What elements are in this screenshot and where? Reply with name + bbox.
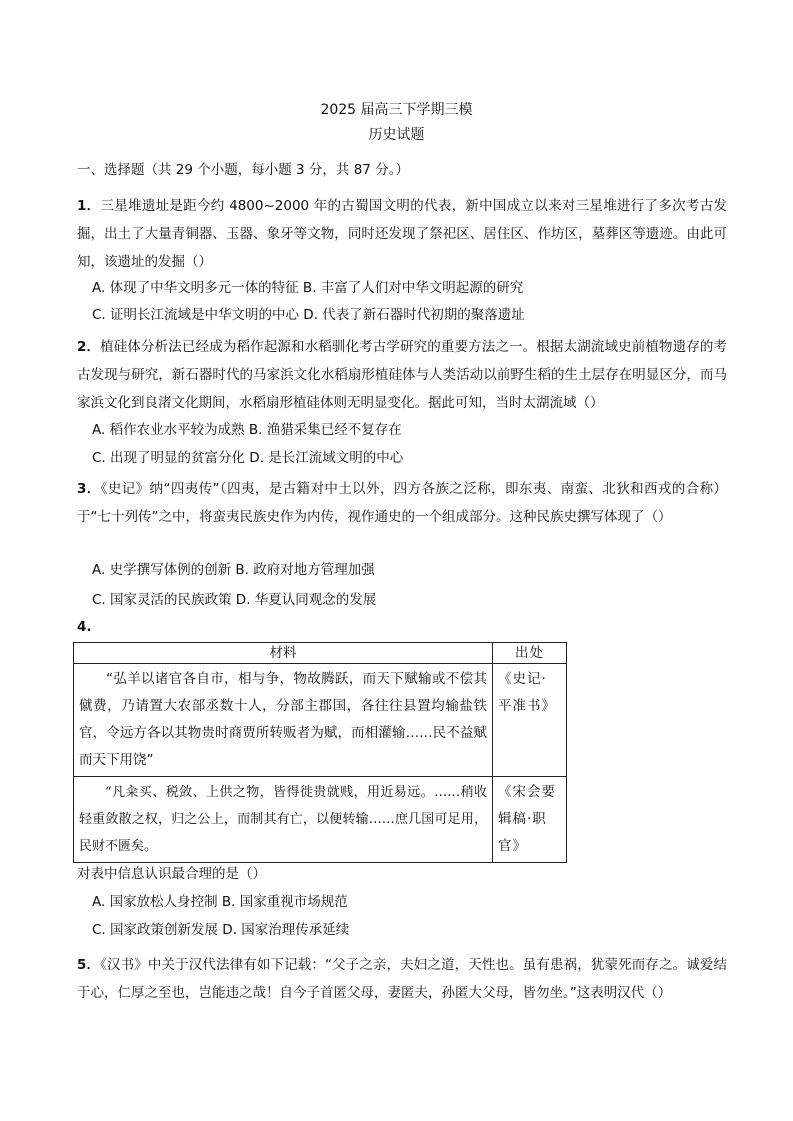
question-1-options-ab: A. 体现了中华文明多元一体的特征 B. 丰富了人们对中华文明起源的研究: [92, 280, 524, 296]
question-4-stem: 对表中信息认识最合理的是（）: [77, 866, 266, 882]
question-number: 3．: [77, 481, 101, 497]
question-3: [77, 475, 727, 531]
question-4-options-cd: C. 国家政策创新发展 D. 国家治理传承延续: [92, 922, 350, 938]
question-5: [77, 951, 727, 1007]
question-1: [77, 192, 727, 276]
question-2-options-cd: C. 出现了明显的贫富分化 D. 是长江流域文明的中心: [92, 450, 404, 466]
table-header-row: [74, 643, 567, 664]
exam-subtitle: 历史试题: [368, 127, 425, 143]
table-header-material: 材料: [74, 643, 493, 664]
question-3-options-cd: C. 国家灵活的民族政策 D. 华夏认同观念的发展: [92, 592, 377, 608]
table-cell-material: “弘羊以诸官各自市，相与争，物故腾跃，而天下赋输或不偿其僦费，乃请置大农部丞数十人，分部主郡国，各往往县置均输盐铁官，令远方各以其物贵时商贾所转贩者为赋，而相灌输……民不益赋而天下用饶”: [74, 664, 493, 777]
question-number: 1．: [77, 198, 101, 214]
table-cell-source: 《宋会要辑稿·职官》: [493, 777, 567, 863]
question-3-options-ab: A. 史学撰写体例的创新 B. 政府对地方管理加强: [92, 562, 375, 578]
exam-title: 2025 届高三下学期三模: [320, 102, 473, 118]
question-1-options-cd: C. 证明长江流域是中华文明的中心 D. 代表了新石器时代初期的聚落遗址: [92, 307, 525, 323]
table-cell-source: 《史记·平准书》: [493, 664, 567, 777]
table-row: [74, 777, 567, 863]
question-4-options-ab: A. 国家放松人身控制 B. 国家重视市场规范: [92, 894, 348, 910]
question-4-number: 4.: [77, 619, 92, 635]
question-number: 5．: [77, 957, 101, 973]
table-cell-material: “凡籴买、税敛、上供之物，皆得徙贵就贱，用近易远。……稍收轻重敛散之权，归之公上，而制其有亡，以便转输……庶几国可足用，民财不匮矣。: [74, 777, 493, 863]
question-4-material-table: [73, 642, 567, 863]
question-stem: 《汉书》中关于汉代法律有如下记载：“父子之亲，夫妇之道，天性也。虽有患祸，犹蒙死而存之。诚爱结于心，仁厚之至也，岂能违之哉！自今子首匿父母，妻匿夫，孙匿大父母，皆勿坐。”这表明汉代（）: [77, 957, 727, 1001]
question-number: 2．: [77, 339, 101, 355]
question-2: [77, 333, 727, 417]
question-stem: 植硅体分析法已经成为稻作起源和水稻驯化考古学研究的重要方法之一。根据太湖流域史前植物遗存的考古发现与研究，新石器时代的马家浜文化水稻扇形植硅体与人类活动以前野生稻的生土层存在明显区分，而马家浜文化到良渚文化期间，水稻扇形植硅体则无明显变化。据此可知，当时太湖流域（）: [77, 339, 727, 411]
question-2-options-ab: A. 稻作农业水平较为成熟 B. 渔猎采集已经不复存在: [92, 422, 402, 438]
question-stem: 三星堆遗址是距今约 4800~2000 年的古蜀国文明的代表，新中国成立以来对三星堆进行了多次考古发掘，出土了大量青铜器、玉器、象牙等文物，同时还发现了祭祀区、居住区、作坊区，墓葬区等遗迹。由此可知，该遗址的发掘（）: [77, 198, 727, 270]
table-row: [74, 664, 567, 777]
question-stem: 《史记》纳“四夷传”（四夷，是古籍对中土以外，四方各族之泛称，即东夷、南蛮、北狄和西戎的合称）于“七十列传”之中，将蛮夷民族史作为内传，视作通史的一个组成部分。这种民族史撰写体现了（）: [77, 481, 727, 525]
section-heading: 一、选择题（共 29 个小题，每小题 3 分，共 87 分。）: [77, 162, 409, 178]
table-header-source: 出处: [493, 643, 567, 664]
